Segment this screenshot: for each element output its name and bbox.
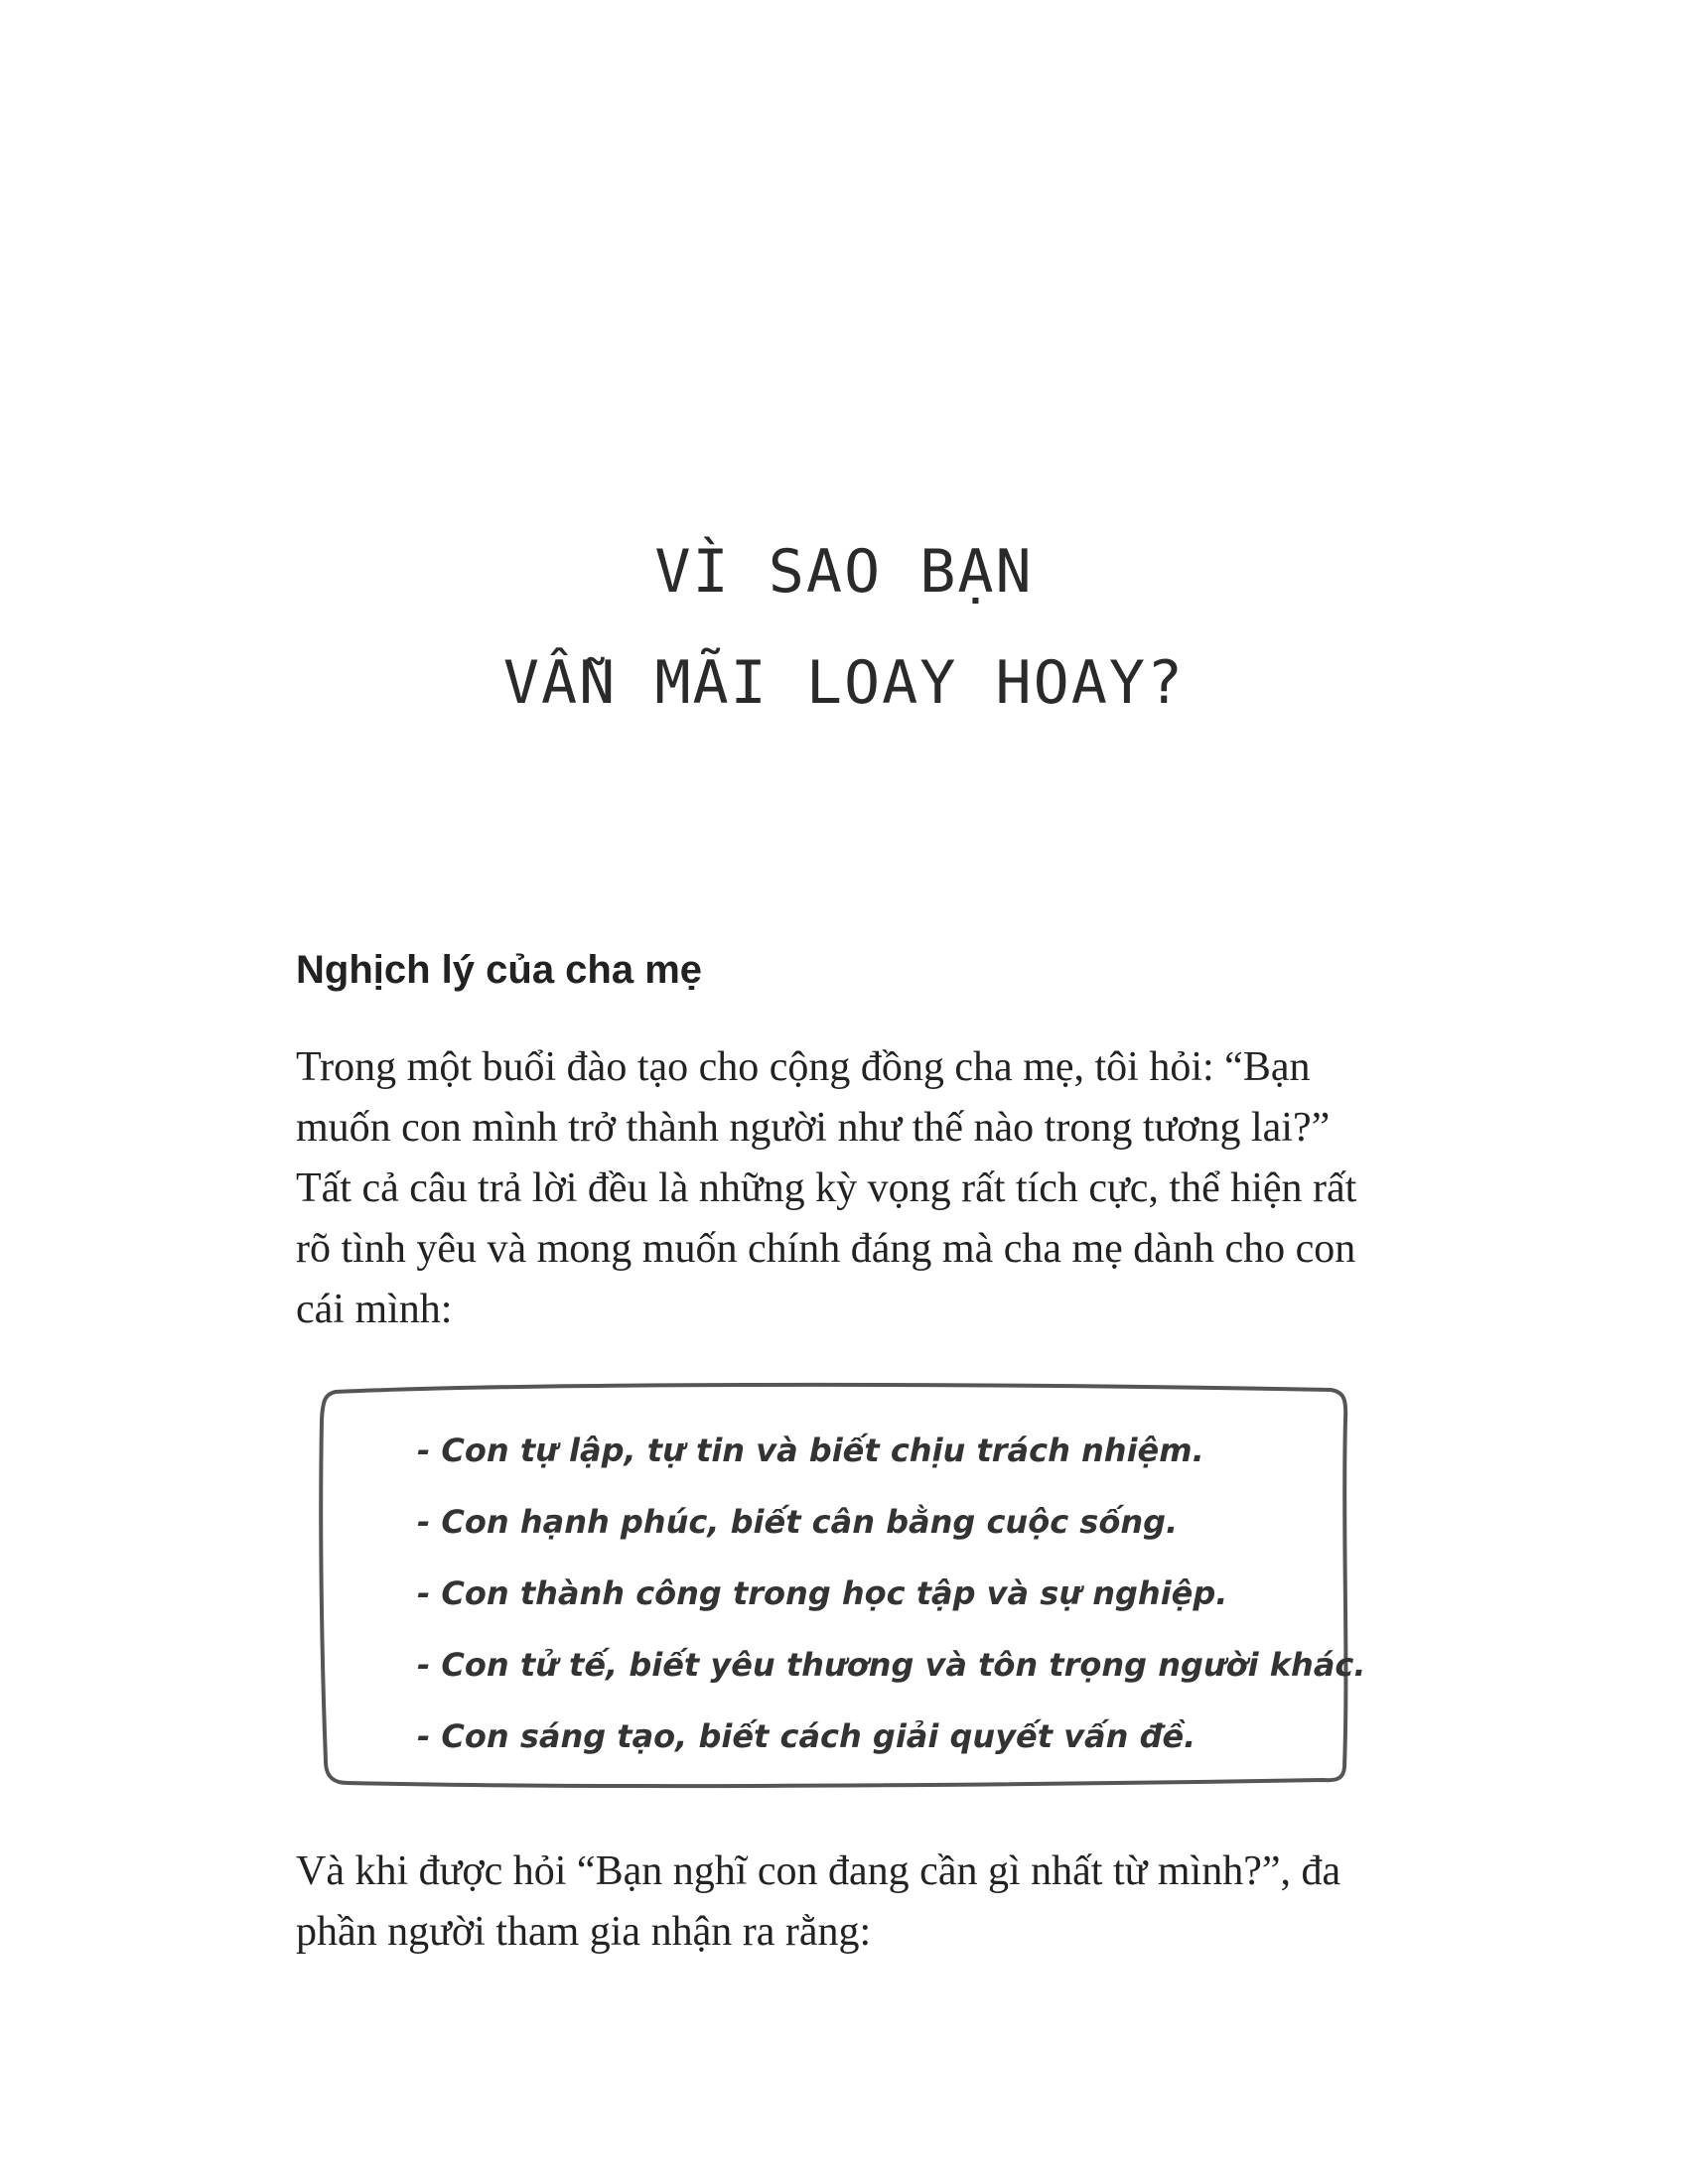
chapter-title [0, 516, 1688, 739]
paragraph-line: Và khi được hỏi “Bạn nghĩ con đang cần gì nhất từ mình?”, đa [296, 1848, 1341, 1894]
paragraph-line: cái mình: [296, 1287, 453, 1332]
paragraph-line: Tất cả câu trả lời đều là những kỳ vọng rất tích cực, thể hiện rất [296, 1165, 1357, 1211]
paragraph-line: rõ tình yêu và mong muốn chính đáng mà cha mẹ dành cho con [296, 1226, 1356, 1272]
expectations-box [318, 1380, 1366, 1797]
chapter-title-line-1: VÌ SAO BẠN [654, 537, 1034, 607]
expectation-item: - Con hạnh phúc, biết cân bằng cuộc sống. [417, 1503, 1179, 1541]
paragraph-line: muốn con mình trở thành người như thế nào trong tương lai?” [296, 1105, 1331, 1151]
intro-paragraph [296, 1037, 1388, 1340]
chapter-title-line-2: VẪN MÃI LOAY HOAY? [502, 648, 1186, 718]
paragraph-line: Trong một buổi đào tạo cho cộng đồng cha mẹ, tôi hỏi: “Bạn [296, 1044, 1311, 1090]
expectation-item: - Con thành công trong học tập và sự nghiệp. [417, 1574, 1228, 1612]
expectation-item: - Con tử tế, biết yêu thương và tôn trọng người khác. [417, 1646, 1366, 1684]
paragraph-line: phần người tham gia nhận ra rằng: [296, 1909, 872, 1955]
expectation-item: - Con tự lập, tự tin và biết chịu trách nhiệm. [417, 1432, 1204, 1469]
followup-paragraph [296, 1842, 1388, 1963]
expectations-list [417, 1415, 1366, 1772]
expectation-item: - Con sáng tạo, biết cách giải quyết vấn đề. [417, 1717, 1196, 1755]
section-heading: Nghịch lý của cha mẹ [296, 948, 703, 992]
